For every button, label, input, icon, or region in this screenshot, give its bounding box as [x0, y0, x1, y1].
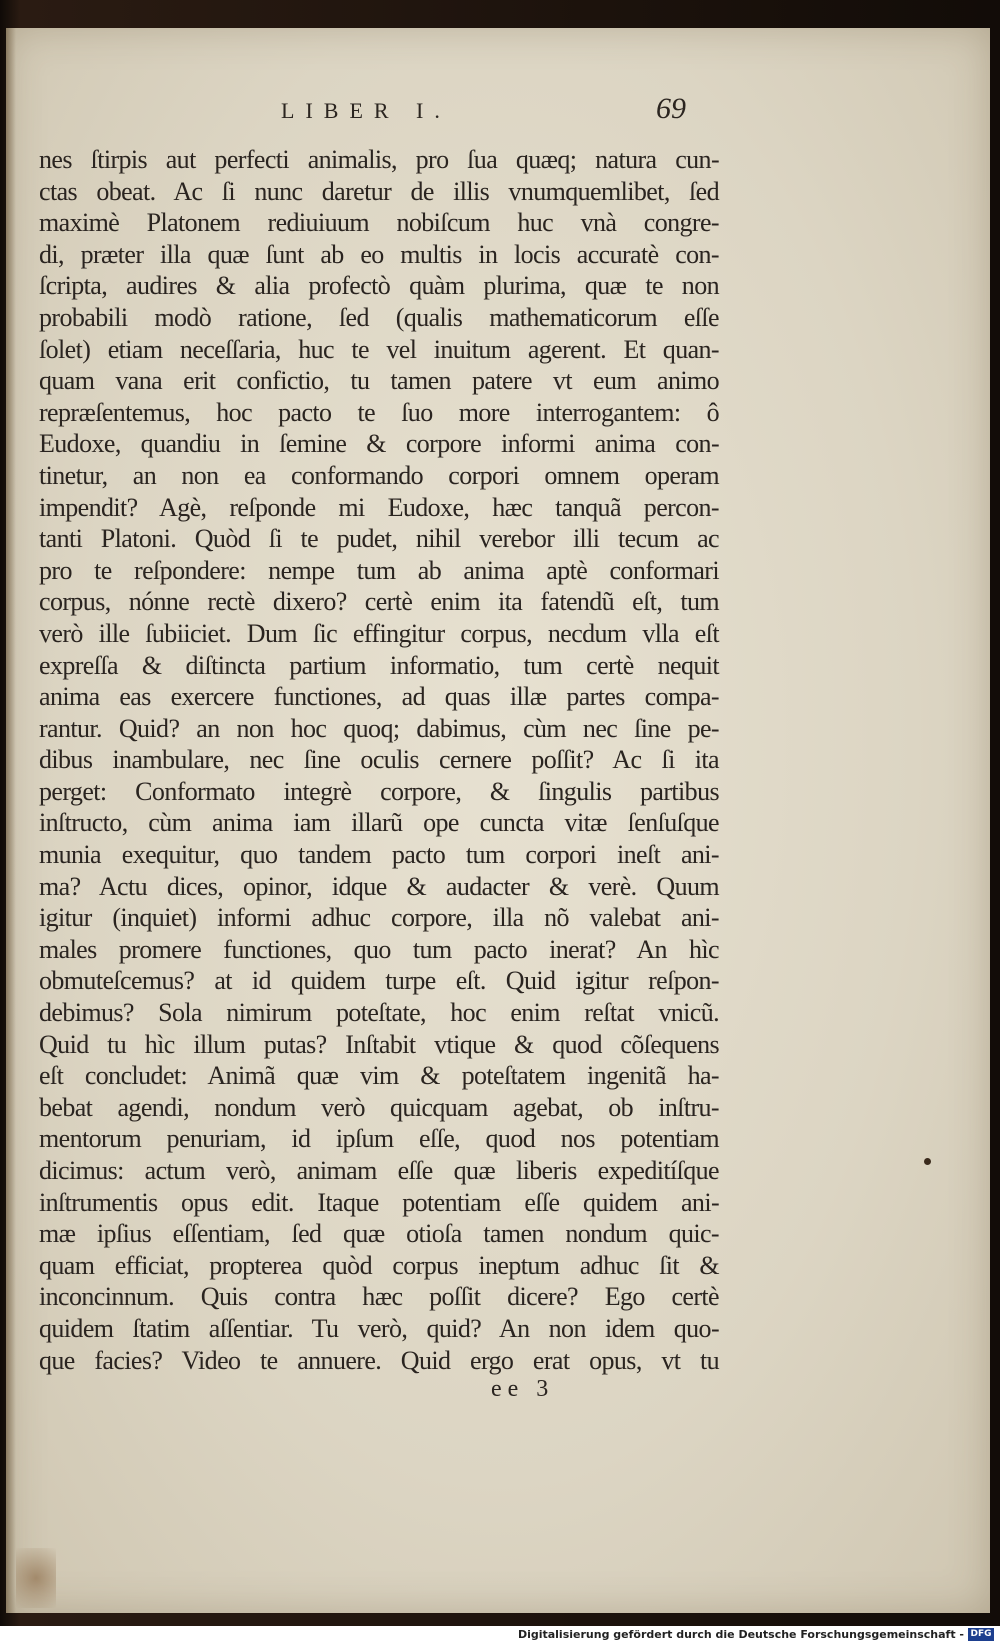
ink-speck — [924, 1158, 931, 1165]
text-line: perget: Conformato integrè corpore, & ſingulis partibus — [39, 776, 719, 806]
text-line: rantur. Quid? an non hoc quoq; dabimus, cùm nec ſine pe- — [39, 713, 719, 743]
dfg-logo: DFG — [968, 1628, 994, 1641]
text-line: inſtrumentis opus edit. Itaque potentiam eſſe quidem ani- — [39, 1187, 719, 1217]
text-line: quam efficiat, propterea quòd corpus ineptum adhuc ſit & — [39, 1250, 719, 1280]
footer-bar — [0, 1626, 1000, 1643]
text-line: expreſſa & diſtincta partium informatio, tum certè nequit — [39, 650, 719, 680]
text-line: di, præter illa quæ ſunt ab eo multis in locis accuratè con- — [39, 239, 719, 269]
text-line: nes ſtirpis aut perfecti animalis, pro ſua quæq; natura cun- — [39, 145, 719, 174]
text-line: ſcripta, audires & alia profectò quàm plurima, quæ te non — [39, 271, 719, 301]
page-edge-shadow — [6, 28, 16, 1613]
text-line: males promere functiones, quo tum pacto inerat? An hìc — [39, 934, 719, 964]
text-line: quam vana erit confictio, tu tamen patere vt eum animo — [39, 366, 719, 396]
running-head: LIBER I. — [281, 98, 451, 123]
text-line: ma? Actu dices, opinor, idque & audacter & verè. Quum — [39, 871, 719, 901]
text-line: que facies? Video te annuere. Quid ergo erat opus, vt tu — [39, 1345, 719, 1375]
book-page — [6, 28, 990, 1613]
text-line: ſolet) etiam neceſſaria, huc te vel inuitum agerent. Et quan- — [39, 334, 719, 364]
text-line: Quid tu hìc illum putas? Inſtabit vtique & quod cõſequens — [39, 1029, 719, 1059]
signature-mark: ee 3 — [491, 1376, 555, 1402]
text-line: debimus? Sola nimirum poteſtate, hoc enim reſtat vnicũ. — [39, 998, 719, 1028]
text-line: Eudoxe, quandiu in ſemine & corpore informi anima con- — [39, 429, 719, 459]
text-line: probabili modò ratione, ſed (qualis mathematicorum eſſe — [39, 302, 719, 332]
text-line: inconcinnum. Quis contra hæc poſſit dicere? Ego certè — [39, 1282, 719, 1312]
text-line: bebat agendi, nondum verò quicquam agebat, ob inſtru- — [39, 1092, 719, 1122]
text-line: mentorum penuriam, id ipſum eſſe, quod nos potentiam — [39, 1124, 719, 1154]
text-line: verò ille ſubiiciet. Dum ſic effingitur corpus, necdum vlla eſt — [39, 618, 719, 648]
text-line: repræſentemus, hoc pacto te ſuo more interrogantem: ô — [39, 397, 719, 427]
text-line: igitur (inquiet) informi adhuc corpore, illa nõ valebat ani- — [39, 903, 719, 933]
text-line: eſt concludet: Animã quæ vim & poteſtatem ingenitã ha- — [39, 1061, 719, 1091]
text-line: dibus inambulare, nec ſine oculis cernere poſſit? Ac ſi ita — [39, 745, 719, 775]
text-line: ctas obeat. Ac ſi nunc daretur de illis vnumquemlibet, ſed — [39, 176, 719, 206]
page-stain — [16, 1548, 56, 1608]
text-line: maximè Platonem rediuiuum nobiſcum huc vnà congre- — [39, 208, 719, 238]
text-line: dicimus: actum verò, animam eſſe quæ liberis expeditíſque — [39, 1156, 719, 1185]
text-line: anima eas exercere functiones, ad quas illæ partes compa- — [39, 682, 719, 712]
text-line: corpus, nónne rectè dixero? certè enim ita fatendũ eſt, tum — [39, 587, 719, 617]
body-text — [39, 144, 719, 1376]
funding-note: Digitalisierung gefördert durch die Deutsche Forschungsgemeinschaft - — [517, 1628, 964, 1641]
page-number: 69 — [656, 92, 686, 125]
text-line: tanti Platoni. Quòd ſi te pudet, nihil verebor illi tecum ac — [39, 524, 719, 554]
text-line: mæ ipſius eſſentiam, ſed quæ otioſa tamen nondum quic- — [39, 1219, 719, 1249]
text-line: tinetur, an non ea conformando corpori omnem operam — [39, 460, 719, 490]
text-line: inſtructo, cùm anima iam illarũ ope cuncta vitæ ſenſuſque — [39, 808, 719, 838]
text-line: impendit? Agè, reſponde mi Eudoxe, hæc tanquã percon- — [39, 492, 719, 522]
text-line: munia exequitur, quo tandem pacto tum corpori ineſt ani- — [39, 840, 719, 870]
text-line: pro te reſpondere: nempe tum ab anima aptè conformari — [39, 555, 719, 585]
text-line: quidem ſtatim aſſentiar. Tu verò, quid? An non idem quo- — [39, 1313, 719, 1343]
text-line: obmuteſcemus? at id quidem turpe eſt. Quid igitur reſpon- — [39, 966, 719, 996]
